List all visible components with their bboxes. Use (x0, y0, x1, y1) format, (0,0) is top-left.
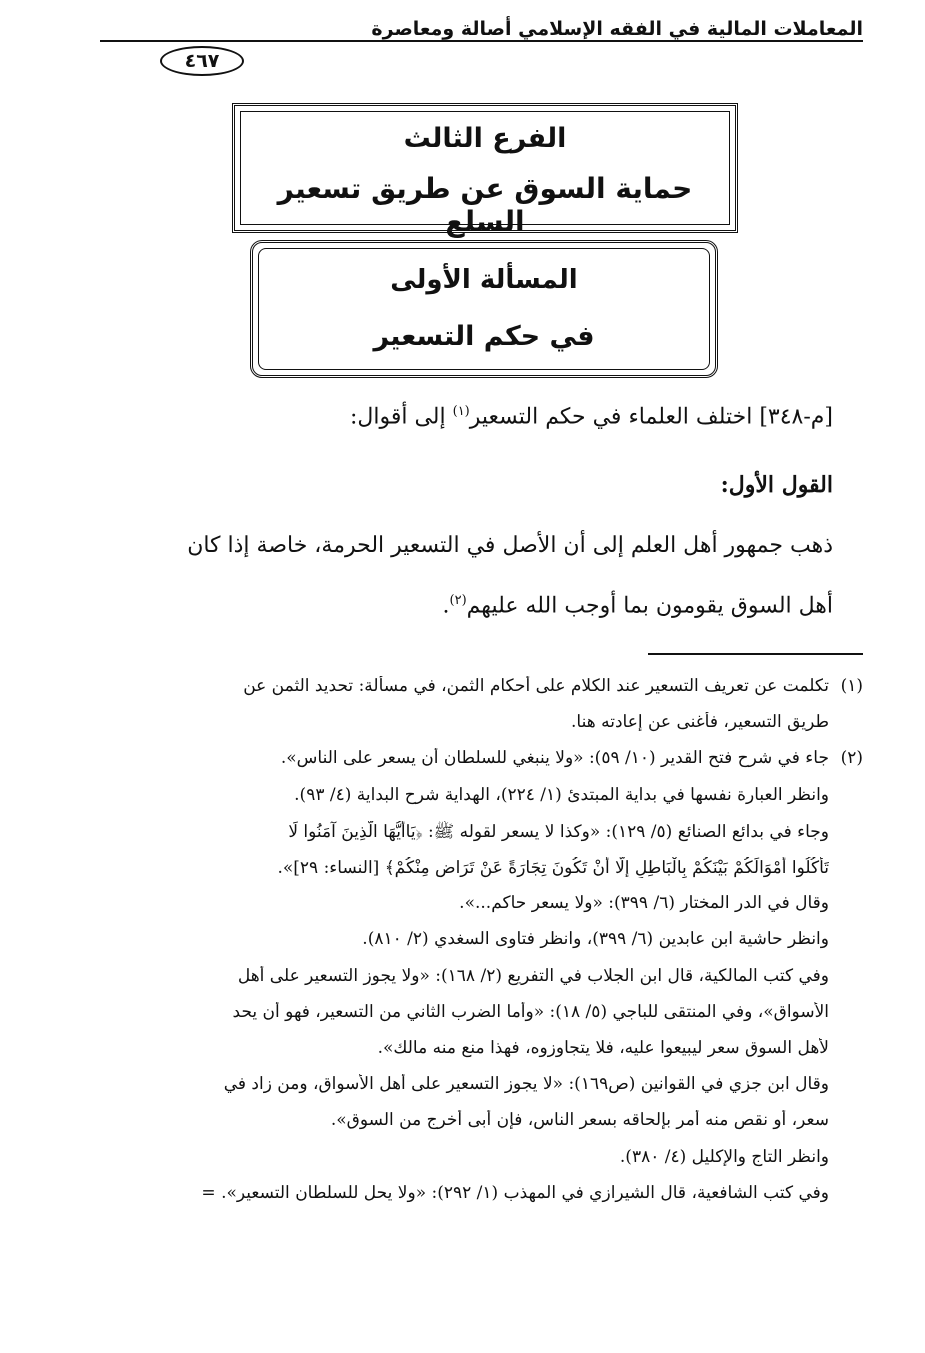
footnote-line (96, 1074, 829, 1094)
footnote-text: وانظر حاشية ابن عابدين (٦/ ٣٩٩)، وانظر فتاوى السغدي (٢/ ٨١٠). (362, 929, 829, 949)
footnote-text: وفي كتب المالكية، قال ابن الجلاب في التفريع (٢/ ١٦٨): «ولا يجوز التسعير على أهل (237, 966, 829, 986)
footnote-line (96, 929, 829, 949)
section-title: الفرع الثالث (403, 123, 567, 154)
footnote-line (96, 966, 829, 986)
footnote-line (96, 1038, 829, 1058)
paragraph-end: . (442, 593, 450, 619)
footnote-number: (١) (840, 676, 863, 696)
footnote-line (96, 1110, 829, 1130)
footnote-line (96, 1002, 829, 1022)
first-opinion-heading: القول الأول: (720, 472, 833, 498)
running-title: المعاملات المالية في الفقه الإسلامي أصالة ومعاصرة (371, 18, 863, 40)
footnote-rule (648, 653, 863, 655)
footnote-line (96, 1183, 829, 1203)
footnote-line (96, 893, 829, 913)
footnote-ref-2[interactable]: (٢) (449, 593, 467, 608)
footnote-text: طريق التسعير، فأغنى عن إعادته هنا. (571, 712, 829, 732)
footnote-text: وفي كتب الشافعية، قال الشيرازي في المهذب (١/ ٢٩٢): «ولا يحل للسلطان التسعير». = (201, 1183, 829, 1203)
footnote-text: تكلمت عن تعريف التسعير عند الكلام على أحكام الثمن، في مسألة: تحديد الثمن عن (243, 676, 829, 696)
footnote-text: تَأْكُلُوا أَمْوَالَكُمْ بَيْنَكُمْ بِالْبَاطِلِ إِلَّا أَنْ تَكُونَ تِجَارَةً عَنْ تَرَاضٍ مِنْكُمْ﴾ [النساء: ٢٩]». (277, 858, 829, 878)
footnote-text: وجاء في بدائع الصنائع (٥/ ١٢٩): «وكذا لا يسعر لقوله ﷺ: ﴿يَاأَيُّهَا الَّذِينَ آمَنُوا لَا (288, 822, 829, 842)
paragraph-line-1: ذهب جمهور أهل العلم إلى أن الأصل في التسعير الحرمة، خاصة إذا كان (187, 533, 833, 558)
footnote-text: وانظر العبارة نفسها في بداية المبتدئ (١/ ٢٢٤)، الهداية شرح البداية (٤/ ٩٣). (294, 785, 829, 805)
footnote-text: وقال ابن جزي في القوانين (ص١٦٩): «لا يجوز التسعير على أهل الأسواق، ومن زاد في (223, 1074, 829, 1094)
paragraph-text: أهل السوق يقومون بما أوجب الله عليهم (466, 593, 833, 619)
header-rule (100, 40, 863, 42)
intro-line (92, 404, 833, 429)
footnote-text: سعر، أو نقص منه أمر بإلحاقه بسعر الناس، فإن أبى أخرج من السوق». (330, 1110, 829, 1130)
footnote-ref-1[interactable]: (١) (452, 404, 470, 419)
page-number: ٤٦٧ (160, 46, 244, 76)
footnote-line (96, 785, 829, 805)
footnote-number: (٢) (840, 748, 863, 768)
question-title-box (250, 240, 718, 378)
intro-text: [م-٣٤٨] اختلف العلماء في حكم التسعير (469, 404, 833, 430)
footnote-text: وانظر التاج والإكليل (٤/ ٣٨٠). (619, 1147, 829, 1167)
section-title-box (232, 103, 738, 238)
footnote-line (96, 676, 863, 696)
page-header (100, 18, 863, 42)
footnote-line (96, 748, 863, 768)
question-title: المسألة الأولى (390, 265, 578, 295)
footnote-line (96, 821, 829, 846)
footnote-line (96, 857, 829, 878)
footnote-text: وقال في الدر المختار (٦/ ٣٩٩): «ولا يسعر حاكم...». (459, 893, 829, 913)
question-subtitle: في حكم التسعير (373, 321, 595, 352)
section-subtitle: حماية السوق عن طريق تسعير السلع (277, 172, 693, 238)
footnote-line (96, 712, 829, 732)
footnote-line (96, 1147, 829, 1167)
footnote-text: جاء في شرح فتح القدير (١٠/ ٥٩): «ولا ينبغي للسلطان أن يسعر على الناس». (280, 748, 829, 768)
footnote-text: لأهل السوق سعر ليبيعوا عليه، فلا يتجاوزوه، فهذا منع منه مالك». (377, 1038, 829, 1058)
intro-text-end: إلى أقوال: (349, 404, 453, 430)
footnote-text: الأسواق»، وفي المنتقى للباجي (٥/ ١٨): «وأما الضرب الثاني من التسعير، فهو أن يحد (232, 1002, 829, 1022)
paragraph-line-2 (92, 593, 833, 618)
